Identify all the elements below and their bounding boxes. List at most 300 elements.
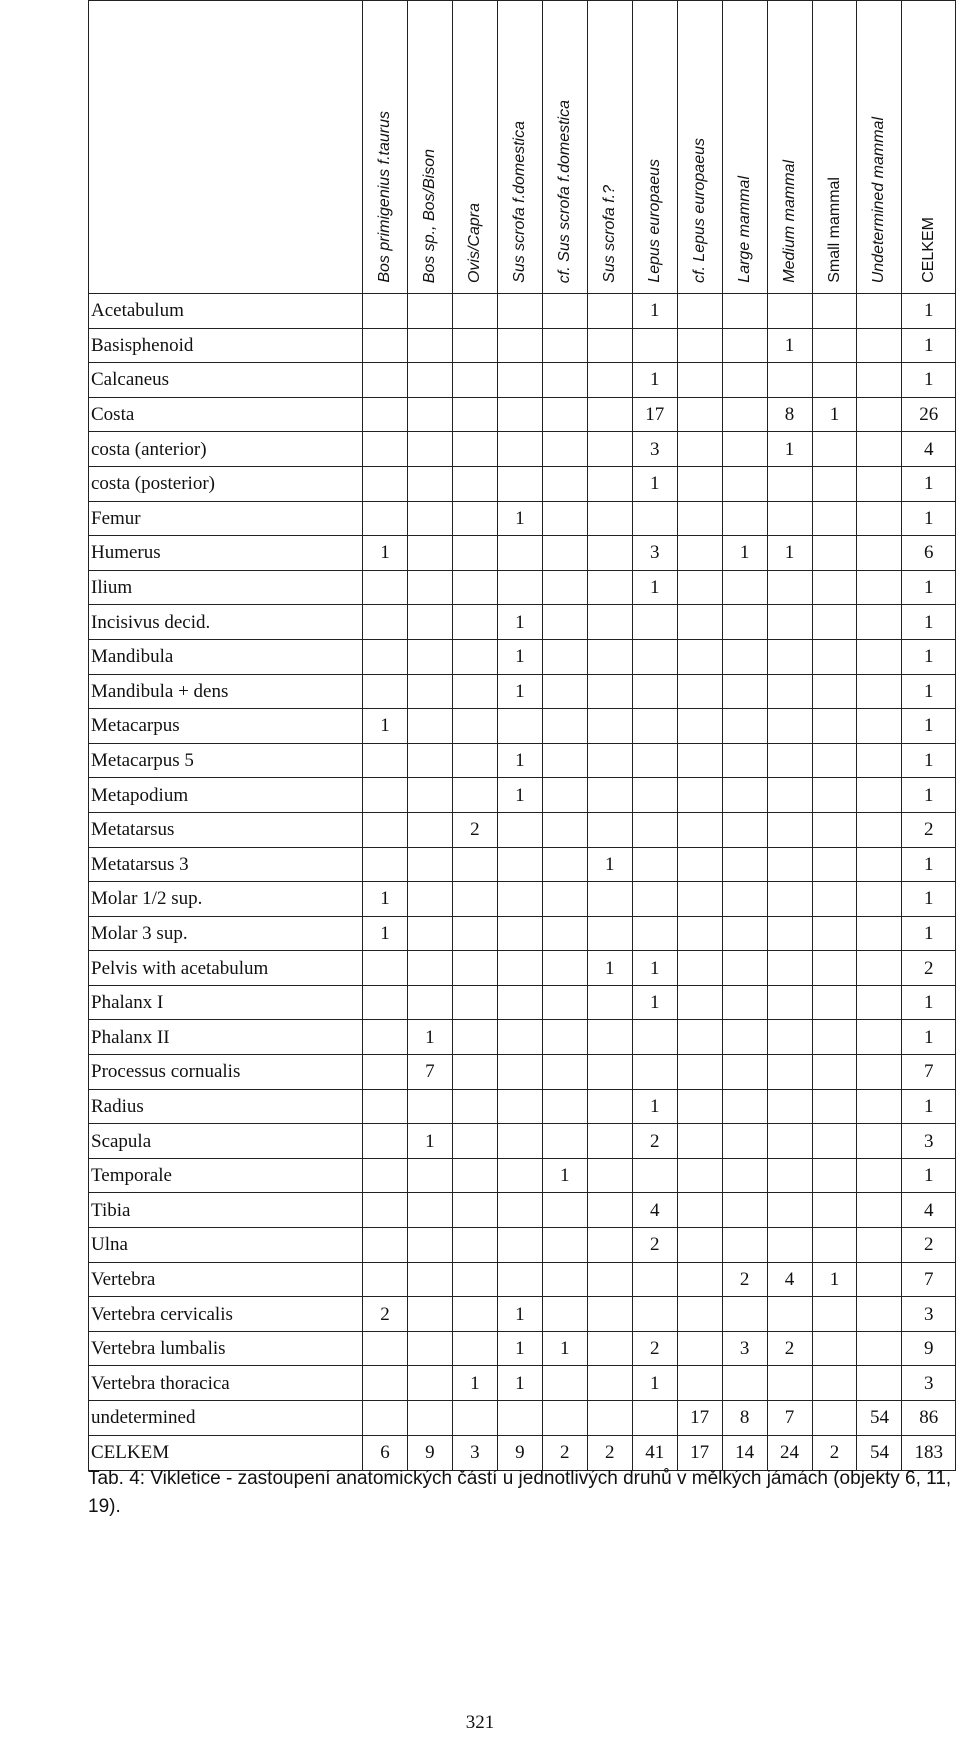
table-cell <box>363 743 408 778</box>
table-cell <box>767 709 812 744</box>
table-cell: 1 <box>497 605 542 640</box>
table-cell <box>677 1297 722 1332</box>
table-cell: 1 <box>587 951 632 986</box>
table-cell <box>632 778 677 813</box>
table-cell <box>767 812 812 847</box>
table-cell: 1 <box>902 743 956 778</box>
table-cell <box>857 1020 902 1055</box>
table-cell <box>363 812 408 847</box>
table-cell <box>363 639 408 674</box>
table-cell <box>767 466 812 501</box>
table-cell <box>407 812 452 847</box>
row-label: Costa <box>89 397 363 432</box>
table-cell <box>407 916 452 951</box>
table-cell <box>587 536 632 571</box>
table-cell: 1 <box>632 466 677 501</box>
table-row <box>89 328 956 363</box>
table-cell <box>497 812 542 847</box>
table-cell <box>497 432 542 467</box>
table-cell <box>587 1401 632 1436</box>
table-cell: 1 <box>452 1366 497 1401</box>
table-cell <box>452 951 497 986</box>
table-row <box>89 812 956 847</box>
table-cell <box>632 1020 677 1055</box>
table-cell <box>812 847 857 882</box>
table-row <box>89 1401 956 1436</box>
table-cell <box>677 1262 722 1297</box>
table-cell <box>587 432 632 467</box>
table-cell <box>452 916 497 951</box>
table-cell: 1 <box>902 709 956 744</box>
table-cell <box>542 743 587 778</box>
table-cell <box>857 951 902 986</box>
table-cell: 1 <box>632 363 677 398</box>
table-cell: 1 <box>812 1262 857 1297</box>
table-cell <box>542 1401 587 1436</box>
table-cell <box>407 432 452 467</box>
table-cell <box>407 501 452 536</box>
table-cell <box>767 363 812 398</box>
table-cell: 1 <box>902 985 956 1020</box>
table-cell <box>857 397 902 432</box>
table-cell <box>497 1055 542 1090</box>
table-cell <box>812 363 857 398</box>
table-cell <box>857 363 902 398</box>
table-cell <box>767 1124 812 1159</box>
table-cell <box>363 432 408 467</box>
table-cell: 1 <box>542 1331 587 1366</box>
table-cell <box>452 1089 497 1124</box>
table-cell: 1 <box>407 1020 452 1055</box>
table-cell <box>812 1193 857 1228</box>
table-cell: 3 <box>632 432 677 467</box>
table-cell: 1 <box>902 501 956 536</box>
table-cell: 9 <box>497 1435 542 1470</box>
table-cell: 17 <box>677 1401 722 1436</box>
table-cell <box>363 847 408 882</box>
table-cell <box>677 605 722 640</box>
row-label: Molar 3 sup. <box>89 916 363 951</box>
table-cell <box>767 1297 812 1332</box>
table-row <box>89 1089 956 1124</box>
table-cell: 54 <box>857 1401 902 1436</box>
table-cell <box>722 605 767 640</box>
table-cell <box>407 709 452 744</box>
table-cell <box>542 466 587 501</box>
row-label: Processus cornualis <box>89 1055 363 1090</box>
table-cell <box>587 1020 632 1055</box>
table-cell: 1 <box>902 570 956 605</box>
row-label: Mandibula + dens <box>89 674 363 709</box>
table-cell <box>452 1124 497 1159</box>
column-header-label: cf. Sus scrofa f.domestica <box>555 99 573 283</box>
table-row <box>89 1228 956 1263</box>
table-cell: 7 <box>407 1055 452 1090</box>
table-cell <box>677 363 722 398</box>
table-cell <box>677 328 722 363</box>
table-cell: 1 <box>767 328 812 363</box>
table-cell <box>452 294 497 329</box>
table-cell <box>812 1124 857 1159</box>
row-label: Scapula <box>89 1124 363 1159</box>
table-cell <box>632 501 677 536</box>
table-cell: 1 <box>407 1124 452 1159</box>
table-cell <box>407 847 452 882</box>
table-cell <box>677 812 722 847</box>
table-cell <box>452 1331 497 1366</box>
table-cell <box>497 1193 542 1228</box>
table-cell <box>407 1297 452 1332</box>
table-cell: 6 <box>363 1435 408 1470</box>
table-cell: 1 <box>497 778 542 813</box>
table-cell <box>632 847 677 882</box>
table-cell <box>767 882 812 917</box>
table-row <box>89 1158 956 1193</box>
table-cell <box>767 570 812 605</box>
table-cell: 1 <box>902 639 956 674</box>
table-cell <box>677 466 722 501</box>
table-cell <box>632 1055 677 1090</box>
table-cell <box>542 1228 587 1263</box>
table-cell <box>497 397 542 432</box>
table-cell: 1 <box>632 294 677 329</box>
table-cell: 2 <box>632 1331 677 1366</box>
table-cell <box>497 882 542 917</box>
table-cell <box>632 812 677 847</box>
table-cell <box>812 916 857 951</box>
table-row <box>89 466 956 501</box>
table-cell <box>363 1366 408 1401</box>
table-cell <box>677 1331 722 1366</box>
table-cell <box>363 570 408 605</box>
table-cell <box>812 605 857 640</box>
table-cell <box>587 1228 632 1263</box>
table-cell <box>677 432 722 467</box>
table-cell <box>857 570 902 605</box>
table-cell <box>542 536 587 571</box>
row-label: Vertebra cervicalis <box>89 1297 363 1332</box>
table-cell <box>677 1228 722 1263</box>
table-cell <box>587 709 632 744</box>
table-cell <box>363 674 408 709</box>
table-row <box>89 951 956 986</box>
table-cell: 2 <box>902 1228 956 1263</box>
table-cell <box>363 466 408 501</box>
table-cell: 1 <box>497 1331 542 1366</box>
row-label: Humerus <box>89 536 363 571</box>
table-cell <box>363 1158 408 1193</box>
row-label: Metacarpus 5 <box>89 743 363 778</box>
table-cell: 4 <box>902 432 956 467</box>
table-cell <box>452 466 497 501</box>
table-cell <box>587 605 632 640</box>
table-cell: 7 <box>767 1401 812 1436</box>
table-cell <box>812 812 857 847</box>
table-cell <box>857 1089 902 1124</box>
table-cell <box>857 1262 902 1297</box>
table-cell <box>542 328 587 363</box>
table-cell <box>857 778 902 813</box>
row-label: Incisivus decid. <box>89 605 363 640</box>
table-row <box>89 1055 956 1090</box>
table-cell: 1 <box>363 536 408 571</box>
table-cell: 1 <box>902 328 956 363</box>
table-cell: 2 <box>587 1435 632 1470</box>
table-cell <box>452 1158 497 1193</box>
table-cell <box>587 1262 632 1297</box>
table-cell <box>587 882 632 917</box>
table-cell <box>812 674 857 709</box>
table-cell <box>812 1020 857 1055</box>
column-header-label: CELKEM <box>919 217 937 283</box>
table-cell <box>497 1089 542 1124</box>
table-cell <box>722 501 767 536</box>
table-cell <box>497 363 542 398</box>
table-cell <box>542 501 587 536</box>
table-row <box>89 432 956 467</box>
table-cell <box>363 501 408 536</box>
table-cell: 2 <box>632 1124 677 1159</box>
table-cell: 1 <box>767 536 812 571</box>
table-cell <box>542 812 587 847</box>
table-cell: 1 <box>902 882 956 917</box>
row-label: costa (posterior) <box>89 466 363 501</box>
table-cell <box>767 674 812 709</box>
table-cell <box>497 951 542 986</box>
table-row <box>89 1262 956 1297</box>
table-cell: 8 <box>767 397 812 432</box>
table-cell <box>857 674 902 709</box>
table-cell <box>767 847 812 882</box>
header-corner <box>89 1 363 294</box>
table-body <box>89 294 956 1471</box>
table-cell <box>677 570 722 605</box>
table-cell <box>677 639 722 674</box>
table-cell <box>677 916 722 951</box>
column-header <box>497 1 542 294</box>
table-cell <box>407 570 452 605</box>
column-header-label: Bos primigenius f.taurus <box>375 111 393 283</box>
table-cell <box>722 328 767 363</box>
table-cell <box>857 1297 902 1332</box>
table-cell: 1 <box>497 639 542 674</box>
table-cell: 183 <box>902 1435 956 1470</box>
table-cell <box>812 1331 857 1366</box>
row-label: Mandibula <box>89 639 363 674</box>
table-cell <box>632 916 677 951</box>
table-cell <box>452 570 497 605</box>
table-cell <box>722 882 767 917</box>
table-cell: 3 <box>902 1124 956 1159</box>
table-cell: 1 <box>722 536 767 571</box>
table-cell <box>407 328 452 363</box>
table-cell <box>857 432 902 467</box>
table-cell: 1 <box>497 743 542 778</box>
table-cell: 1 <box>363 709 408 744</box>
table-cell <box>587 466 632 501</box>
table-caption: Tab. 4: Vikletice - zastoupení anatomických částí u jednotlivých druhů v mělkých jámách (objekty 6, 11, 19). <box>88 1468 952 1517</box>
table-cell <box>497 570 542 605</box>
table-cell <box>722 1089 767 1124</box>
table-cell: 3 <box>902 1366 956 1401</box>
table-cell <box>767 1228 812 1263</box>
table-cell <box>587 674 632 709</box>
column-header <box>407 1 452 294</box>
row-label: costa (anterior) <box>89 432 363 467</box>
table-cell <box>497 847 542 882</box>
table-cell <box>632 743 677 778</box>
table-cell <box>407 1262 452 1297</box>
table-cell <box>587 1089 632 1124</box>
table-cell: 1 <box>497 1297 542 1332</box>
table-cell <box>722 1297 767 1332</box>
table-row <box>89 743 956 778</box>
table-cell <box>722 709 767 744</box>
table-cell: 2 <box>542 1435 587 1470</box>
table-cell <box>542 639 587 674</box>
table-cell <box>587 1366 632 1401</box>
table-cell: 3 <box>632 536 677 571</box>
table-cell <box>857 743 902 778</box>
table-cell <box>812 1366 857 1401</box>
table-cell <box>363 1020 408 1055</box>
table-cell <box>677 1158 722 1193</box>
table-cell <box>363 1089 408 1124</box>
table-cell <box>677 674 722 709</box>
table-cell: 1 <box>767 432 812 467</box>
table-cell <box>722 1158 767 1193</box>
table-cell <box>677 985 722 1020</box>
table-row <box>89 570 956 605</box>
table-cell <box>363 778 408 813</box>
table-cell <box>722 1228 767 1263</box>
column-header <box>363 1 408 294</box>
table-cell: 4 <box>632 1193 677 1228</box>
table-row <box>89 605 956 640</box>
table-cell: 1 <box>363 916 408 951</box>
table-cell: 9 <box>902 1331 956 1366</box>
table-cell <box>587 985 632 1020</box>
table-cell <box>407 466 452 501</box>
table-cell <box>452 847 497 882</box>
row-label: Metacarpus <box>89 709 363 744</box>
table-cell <box>587 1297 632 1332</box>
table-cell <box>722 1020 767 1055</box>
table-cell <box>452 639 497 674</box>
table-cell <box>677 1193 722 1228</box>
column-header <box>542 1 587 294</box>
table-cell <box>407 294 452 329</box>
table-row <box>89 847 956 882</box>
column-header-label: Sus scrofa f.? <box>600 185 618 283</box>
column-header <box>902 1 956 294</box>
table-cell <box>363 951 408 986</box>
table-cell <box>812 536 857 571</box>
table-cell: 1 <box>902 363 956 398</box>
table-cell <box>407 882 452 917</box>
table-cell <box>857 847 902 882</box>
table-cell <box>363 1401 408 1436</box>
table-cell <box>722 570 767 605</box>
table-cell <box>677 1020 722 1055</box>
table-cell <box>587 501 632 536</box>
table-cell: 2 <box>452 812 497 847</box>
table-cell: 1 <box>632 1089 677 1124</box>
table-cell <box>632 1158 677 1193</box>
column-header <box>677 1 722 294</box>
table-cell <box>452 743 497 778</box>
table-cell <box>407 778 452 813</box>
table-row <box>89 882 956 917</box>
table-cell <box>857 501 902 536</box>
table-cell: 1 <box>632 951 677 986</box>
table-cell <box>812 501 857 536</box>
column-header <box>767 1 812 294</box>
row-label: Radius <box>89 1089 363 1124</box>
table-cell <box>812 951 857 986</box>
table-cell <box>452 501 497 536</box>
table-cell <box>722 743 767 778</box>
table-cell <box>857 536 902 571</box>
table-cell: 1 <box>902 605 956 640</box>
table-cell <box>407 743 452 778</box>
table-cell <box>542 985 587 1020</box>
table-cell: 1 <box>902 1020 956 1055</box>
table-cell <box>722 985 767 1020</box>
table-cell <box>587 812 632 847</box>
row-label: Basisphenoid <box>89 328 363 363</box>
table-cell <box>497 1158 542 1193</box>
table-cell <box>812 778 857 813</box>
table-cell <box>722 363 767 398</box>
table-cell <box>767 985 812 1020</box>
table-cell <box>497 1124 542 1159</box>
table-cell <box>722 294 767 329</box>
table-cell: 7 <box>902 1055 956 1090</box>
anatomy-table <box>88 0 956 1471</box>
table-cell <box>407 363 452 398</box>
table-cell <box>497 328 542 363</box>
table-cell <box>722 916 767 951</box>
table-cell <box>677 1055 722 1090</box>
table-row <box>89 1193 956 1228</box>
table-cell: 86 <box>902 1401 956 1436</box>
row-label: Temporale <box>89 1158 363 1193</box>
table-cell <box>452 1401 497 1436</box>
table-row <box>89 1366 956 1401</box>
row-label: Phalanx I <box>89 985 363 1020</box>
table-cell <box>497 1262 542 1297</box>
table-cell: 1 <box>497 1366 542 1401</box>
table-cell: 2 <box>902 812 956 847</box>
table-cell <box>632 605 677 640</box>
table-row <box>89 709 956 744</box>
table-cell <box>452 328 497 363</box>
table-cell <box>767 1055 812 1090</box>
row-label: Ilium <box>89 570 363 605</box>
table-cell <box>857 916 902 951</box>
table-cell: 4 <box>767 1262 812 1297</box>
table-cell <box>857 1158 902 1193</box>
table-cell <box>812 985 857 1020</box>
table-cell <box>677 1124 722 1159</box>
table-cell <box>767 951 812 986</box>
table-cell <box>542 432 587 467</box>
table-cell <box>677 397 722 432</box>
table-cell <box>677 951 722 986</box>
table-cell: 1 <box>632 570 677 605</box>
column-header <box>722 1 767 294</box>
